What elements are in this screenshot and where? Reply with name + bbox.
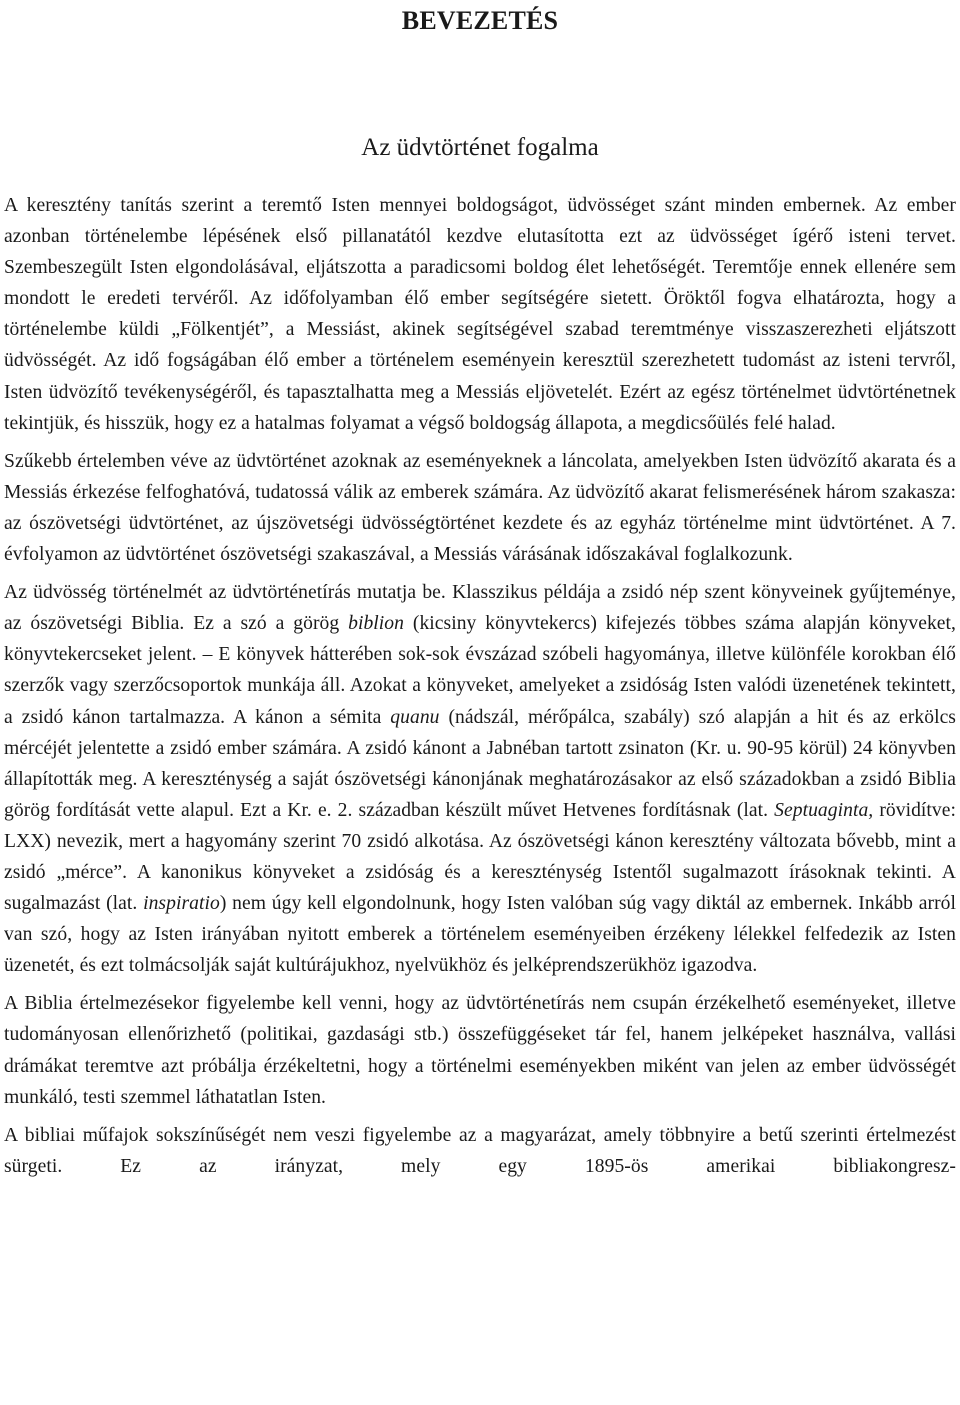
paragraph-3-part: rövidítve: LXX) nevezik, mert a hagyomány szerint 70 zsidó alkotása. Az ószövetségi kánon keresztény változata bővebb, mint a zsidó „mérce”. A kanonikus könyveket a zsidóság és a kereszténység Istentől sugalmazott írásoknak tekinti. A sugalmazást (lat. bbox=[4, 799, 957, 915]
paragraph-3-part: (kicsiny könyvtekercs) kifejezés többes száma alapján könyveket, könyvtekercseket jelent. – E könyvek hátterében sok-sok évszázad szóbeli hagyománya, illetve különféle korokban élő szerzők vagy szerzőcsoportok munkája áll. Azokat a könyveket, amelyeket a zsidóság Isten valódi üzenetének tekintett, a zsidó kánon tartalmazza. A kánon a sémita bbox=[4, 613, 956, 728]
paragraph-4: A Biblia értelmezésekor figyelembe kell venni, hogy az üdvtörténetírás nem csupán érzékelhető eseményeket, illetve tudományosan ellenőrizhető (politikai, gazdasági stb.) összefüggéseket tár fel, hanem jelképeket használva, vallási drámákat teremtve azt próbálja érzékeltetni, hogy a történelmi eseményekben miként van jelen az ember üdvösségét munkáló, testi szemmel láthatatlan Isten. bbox=[4, 993, 956, 1108]
body-text bbox=[4, 190, 956, 1189]
document-page bbox=[4, 0, 957, 1177]
term-quanu: quanu bbox=[390, 706, 440, 728]
paragraph-3-part: Az üdvösség történelmét az üdvtörténetírás mutatja be. Klasszikus példája a zsidó nép szent könyveinek gyűjteménye, az ószövetségi Biblia. Ez a szó a görög bbox=[4, 582, 956, 635]
chapter-title: BEVEZETÉS bbox=[401, 6, 559, 35]
paragraph-1: A keresztény tanítás szerint a teremtő Isten mennyei boldogságot, üdvösséget szánt minden embernek. Az ember azonban történelembe lépésének első pillanatától kezdve elutasította ezt az üdvösséget ígérő isteni tervet. Szembeszegült Isten elgondolásával, eljátszotta a paradicsomi boldog élet lehetőségét. Teremtője ennek ellenére sem mondott le eredeti tervéről. Az időfolyamban élő ember segítségére sietett. Öröktől fogva elhatározta, hogy a történelembe küldi „Fölkentjét”, a Messiást, akinek segítségével szabad teremtménye visszaszerezheti eljátszott üdvösségét. Az idő fogságában élő ember a történelem eseményein keresztül szerezhetett tudomást az isteni tervről, Isten üdvözítő tevékenységéről, és tapasztalhatta meg a Messiás eljövetelét. Ezért az egész történelmet üdvtörténetnek tekintjük, és hisszük, hogy ez a hatalmas folyamat a végső boldogság állapota, a megdicsőülés felé halad. bbox=[4, 195, 956, 434]
paragraph-3-part: (nádszál, mérőpálca, szabály) szó alapján a hit és az erkölcs mércéjét jelentette a zsidó ember számára. A zsidó kánont a Jabnéban tartott zsinaton (Kr. u. 90-95 körül) 24 könyvben állapították meg. A kereszténység a saját ószövetségi kánonjának meghatározásakor az első századokban a zsidó Biblia görög fordítását vette alapul. Ezt a Kr. e. 2. században készült művet Hetvenes fordításnak (lat. bbox=[4, 706, 956, 821]
paragraph-2: Szűkebb értelemben véve az üdvtörténet azoknak az eseményeknek a láncolata, amelyekben Isten üdvözítő akarata és a Messiás érkezése felfoghatóvá, tudatossá válik az emberek számára. Az üdvözítő akarat felismerésének három szakasza: az ószövetségi üdvtörténet, az újszövetségi üdvösségtörténet kezdete és az egyház történelme mint üdvtörténet. A 7. évfolyamon az üdvtörténet ószövetségi szakaszával, a Messiás várásának időszakával foglalkozunk. bbox=[4, 450, 956, 566]
paragraph-3-part: ) nem úgy kell elgondolnunk, hogy Isten valóban súg vagy diktál az embernek. Inkább arról van szó, hogy az Isten irányában nyitott emberek a történelem eseményeiben érzékeny lélekkel felfedezik az Isten üzenetét, és ezt tolmácsolják saját kultúrájukhoz, nyelvükhöz és jelképrendszerükhöz igazodva. bbox=[4, 893, 957, 977]
section-title: Az üdvtörténet fogalma bbox=[361, 134, 599, 161]
term-septuaginta: Septuaginta, bbox=[774, 799, 874, 821]
term-inspiratio: inspiratio bbox=[143, 893, 220, 915]
paragraph-5: A bibliai műfajok sokszínűségét nem veszi figyelembe az a magyarázat, amely többnyire a betű szerinti értelmezést sürgeti. Ez az irányzat, mely egy 1895-ös amerikai bibliakongresz- bbox=[4, 1124, 956, 1177]
paragraph-3 bbox=[4, 577, 956, 981]
term-biblion: biblion bbox=[348, 613, 404, 635]
